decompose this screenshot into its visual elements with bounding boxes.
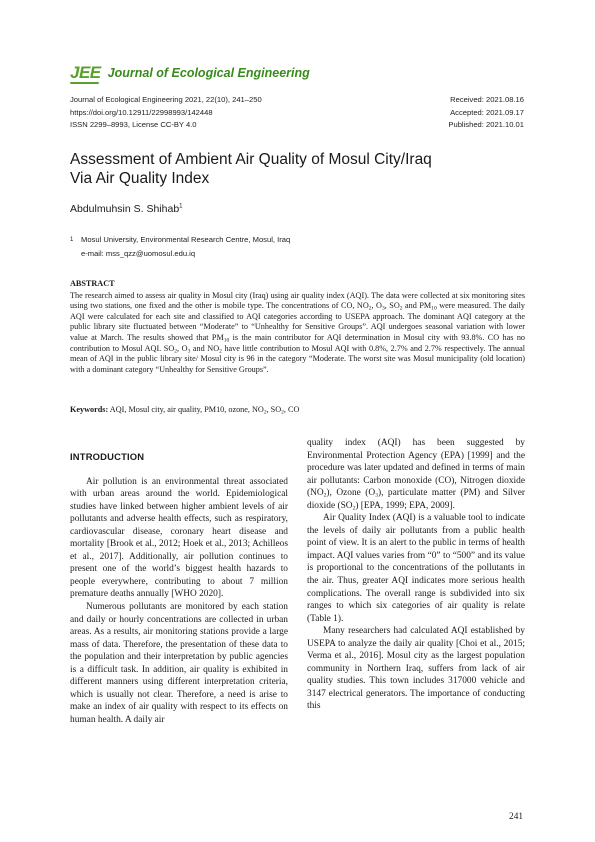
author — [70, 203, 183, 215]
author-name: Abdulmuhsin S. Shihab — [70, 203, 180, 215]
paragraph: quality index (AQI) has been suggested by Environmental Protection Agency (EPA) [1999] and the procedure was later updated and defined in terms of main air pollutants: Carbon monoxide (CO), Nitrogen dioxide $(NO_2)$, Ozone $(O_3)$, particulate matter (PM) and Silver dioxide $(SO_2)$ [EPA, 1999; EPA, 2009]. — [307, 438, 526, 512]
issn: ISSN 2299–8993, License CC-BY 4.0 — [70, 120, 197, 129]
received-date: Received: 2021.08.16 — [450, 95, 524, 104]
journal-logo — [70, 63, 310, 83]
paragraph: Many researchers had calculated AQI established by USEPA to analyze the daily air quality [Choi et al., 2015; Verma et al., 2016]. Mosul city as the largest population community in Northern Iraq, suffers from lack of air quality studies. This town includes 317000 vehicle and 3147 electrical generators. The importance of conducting this — [307, 626, 525, 712]
keywords-label: Keywords: — [70, 405, 109, 414]
citation: Journal of Ecological Engineering 2021, 22(10), 241–250 — [70, 95, 262, 104]
dates-block — [448, 94, 524, 132]
paragraph: Air Quality Index (AQI) is a valuable tool to indicate the levels of daily air pollutants from a public health point of view. It is an alert to the public in terms of health impact. AQI values varies from “0” to “500” and its value is proportional to the concentrations of the pollutants in the air. Thus, greater AQI indicates more serious health complications. The overall range is subdivided into six ranges to which six categories of air quality is relate (Table 1). — [307, 513, 525, 624]
paragraph: Numerous pollutants are monitored by each station and daily or hourly concentrations are collected in urban areas. As a results, air monitoring stations provide a large mass of data. Therefore, the presentation of these data to the population and their interpretation by public agencies is a difficult task. In addition, air quality is exhibited in different manners using different interpretation criteria, which is usually not clear. Therefore, a need is arise to make an index of air quality with respect to its effects on human health. A daily air — [70, 602, 288, 725]
abstract-heading: ABSTRACT — [70, 279, 115, 288]
introduction-heading: INTRODUCTION — [70, 451, 145, 462]
title-line-1: Assessment of Ambient Air Quality of Mosul City/Iraq — [70, 151, 432, 168]
body-column-right — [307, 437, 525, 713]
journal-name: Journal of Ecological Engineering — [107, 66, 310, 80]
affiliation-block — [70, 233, 290, 261]
keywords — [70, 405, 525, 414]
affiliation-number: 1 — [70, 237, 74, 243]
page-number: 241 — [509, 812, 524, 822]
article-title — [70, 150, 510, 188]
abstract-text: The research aimed to assess air quality in Mosul city (Iraq) using air quality index (AQI). The data were collected at six monitoring sites using two stations, one fixed and the other is mobile type. The concentrations of CO, $NO_2$, $O_3$, $SO_2$ and $PM_{10}$ were measured. The daily AQI were calculated for each site and classified to AQI categories according to USEPA approach. The dominant AQI category at the public library site fluctuated between “Moderate” to “Unhealthy for Sensitive Groups”. AQI undergoes seasonal variation with lower value at March. The results showed that $PM_{10}$ is the main contributor for AQI determination in Mosul city with 93.8%. CO has no contribution to Mosul AQI. $SO_2$, $O_3$ and $NO_2$ have little contribution to Mosul AQI with 0.8%, 2.7% and 2.7% respectively. The annual mean of AQI in the public library site/ Mosul city is 96 in the category “Moderate. The worst site was Mosul municipality (old location) with a dominant category “Unhealthy for Sensitive Groups”. — [70, 290, 526, 374]
doi-link[interactable]: https://doi.org/10.12911/22998993/142448 — [70, 107, 213, 117]
affiliation: Mosul University, Environmental Research Centre, Mosul, Iraq — [81, 235, 291, 244]
citation-block — [70, 94, 262, 132]
jee-logo-mark: JEE — [70, 63, 101, 82]
author-email[interactable]: e-mail: mss_qzz@uomosul.edu.iq — [81, 249, 196, 258]
title-line-2: Via Air Quality Index — [70, 170, 210, 187]
paragraph: Air pollution is an environmental threat associated with urban areas around the world. Epidemiological studies have linked between higher ambient levels of air pollutants and adverse health effects, such as respiratory, cardiovascular disease, coronary heart disease and mortality [Brook et al., 2012; Hoek et al., 2013; Achilleos et al., 2017]. Additionally, air pollution continues to present one of the world’s biggest health hazards to people everywhere, contributing to about 7 million premature deaths annually [WHO 2020]. — [70, 476, 288, 600]
abstract — [70, 279, 525, 375]
body-column-left — [70, 447, 288, 726]
author-affiliation-mark: 1 — [179, 203, 183, 210]
accepted-date: Accepted: 2021.09.17 — [450, 107, 524, 117]
published-date: Published: 2021.10.01 — [448, 120, 524, 129]
keywords-text: AQI, Mosul city, air quality, PM10, ozone, $NO_2$, $SO_2$, CO — [108, 405, 300, 416]
